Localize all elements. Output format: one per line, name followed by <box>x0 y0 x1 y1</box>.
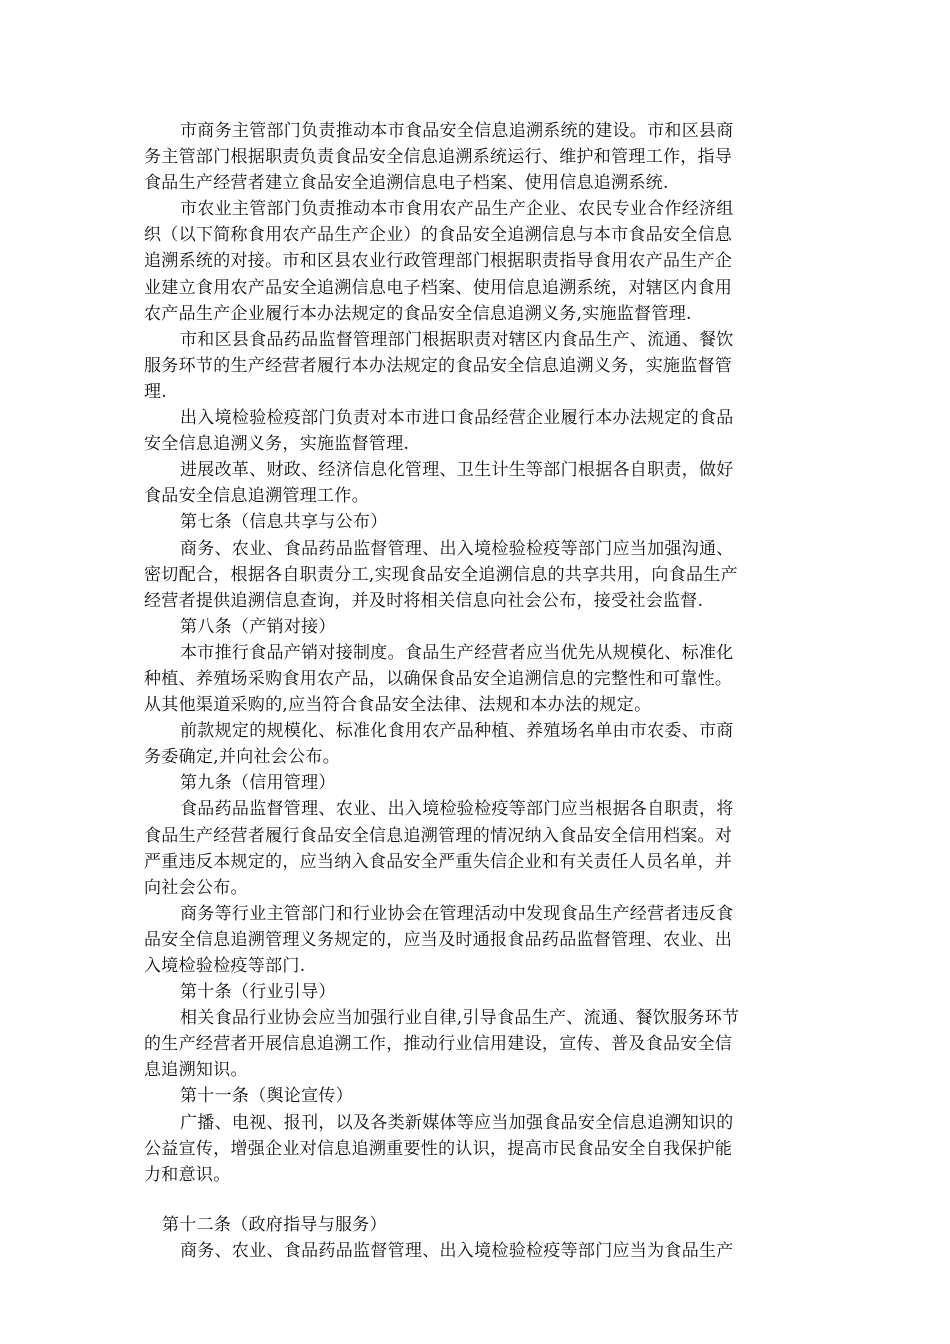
paragraph-line: 公益宣传，增强企业对信息追溯重要性的认识，提高市民食品安全自我保护能 <box>144 1138 733 1159</box>
paragraph-line: 经营者提供追溯信息查询，并及时将相关信息向社会公布，接受社会监督. <box>144 590 704 611</box>
paragraph-line: 广播、电视、报刊，以及各类新媒体等应当加强食品安全信息追溯知识的 <box>180 1112 734 1133</box>
paragraph-line: 务委确定,并向社会公布。 <box>144 747 341 768</box>
paragraph-line: 业建立食用农产品安全追溯信息电子档案、使用信息追溯系统，对辖区内食用 <box>144 277 733 298</box>
paragraph-line: 食品安全信息追溯管理工作。 <box>144 486 369 507</box>
paragraph-line: 商务、农业、食品药品监督管理、出入境检验检疫等部门应当为食品生产 <box>180 1240 734 1261</box>
paragraph-line: 商务等行业主管部门和行业协会在管理活动中发现食品生产经营者违反食 <box>180 903 734 924</box>
paragraph-line: 织（以下简称食用农产品生产企业）的食品安全追溯信息与本市食品安全信息 <box>144 225 733 246</box>
paragraph-line: 安全信息追溯义务，实施监督管理. <box>144 434 410 455</box>
paragraph-line: 市和区县食品药品监督管理部门根据职责对辖区内食品生产、流通、餐饮 <box>180 329 734 350</box>
paragraph-line: 本市推行食品产销对接制度。食品生产经营者应当优先从规模化、标准化 <box>180 642 734 663</box>
paragraph-line: 息追溯知识。 <box>144 1060 248 1081</box>
paragraph-line: 的生产经营者开展信息追溯工作，推动行业信用建设，宣传、普及食品安全信 <box>144 1034 733 1055</box>
paragraph-line: 密切配合，根据各自职责分工,实现食品安全追溯信息的共享共用，向食品生产 <box>144 564 738 585</box>
paragraph-line: 农产品生产企业履行本办法规定的食品安全信息追溯义务,实施监督管理. <box>144 303 692 324</box>
paragraph-line: 品安全信息追溯管理义务规定的，应当及时通报食品药品监督管理、农业、出 <box>144 929 733 950</box>
article-heading: 第七条（信息共享与公布） <box>180 512 388 533</box>
paragraph-line: 严重违反本规定的，应当纳入食品安全严重失信企业和有关责任人员名单，并 <box>144 851 733 872</box>
paragraph-line: 市商务主管部门负责推动本市食品安全信息追溯系统的建设。市和区县商 <box>180 121 734 141</box>
paragraph-line: 力和意识。 <box>144 1164 231 1185</box>
paragraph-line: 种植、养殖场采购食用农产品，以确保食品安全追溯信息的完整性和可靠性。 <box>144 668 733 689</box>
paragraph-line: 理. <box>144 381 168 402</box>
paragraph-line: 出入境检验检疫部门负责对本市进口食品经营企业履行本办法规定的食品 <box>180 408 734 429</box>
paragraph-line: 食品药品监督管理、农业、出入境检验检疫等部门应当根据各自职责，将 <box>180 799 734 820</box>
paragraph-line: 向社会公布。 <box>144 877 248 898</box>
paragraph-line: 服务环节的生产经营者履行本办法规定的食品安全信息追溯义务，实施监督管 <box>144 355 733 376</box>
paragraph-line: 从其他渠道采购的,应当符合食品安全法律、法规和本办法的规定。 <box>144 695 652 716</box>
paragraph-gap <box>144 1188 804 1212</box>
article-heading: 第十一条（舆论宣传） <box>180 1086 353 1107</box>
paragraph-line: 食品生产经营者建立食品安全追溯信息电子档案、使用信息追溯系统. <box>144 173 669 194</box>
paragraph-line: 入境检验检疫等部门. <box>144 956 306 976</box>
paragraph-line: 进展改革、财政、经济信息化管理、卫生计生等部门根据各自职责，做好 <box>180 460 734 481</box>
paragraph-line: 商务、农业、食品药品监督管理、出入境检验检疫等部门应当加强沟通、 <box>180 538 734 559</box>
paragraph-line: 市农业主管部门负责推动本市食用农产品生产企业、农民专业合作经济组 <box>180 199 734 220</box>
paragraph-line: 前款规定的规模化、标准化食用农产品种植、养殖场名单由市农委、市商 <box>180 721 734 742</box>
paragraph-line: 相关食品行业协会应当加强行业自律,引导食品生产、流通、餐饮服务环节 <box>180 1008 740 1029</box>
document-page <box>144 118 804 1264</box>
paragraph-line: 追溯系统的对接。市和区县农业行政管理部门根据职责指导食用农产品生产企 <box>144 251 733 272</box>
paragraph-line: 务主管部门根据职责负责食品安全信息追溯系统运行、维护和管理工作，指导 <box>144 147 733 168</box>
article-heading: 第九条（信用管理） <box>180 773 336 794</box>
paragraph-line: 食品生产经营者履行食品安全信息追溯管理的情况纳入食品安全信用档案。对 <box>144 825 733 846</box>
article-heading: 第八条（产销对接） <box>180 616 336 637</box>
article-heading: 第十条（行业引导） <box>180 982 336 1003</box>
article-heading: 第十二条（政府指导与服务） <box>162 1214 387 1235</box>
